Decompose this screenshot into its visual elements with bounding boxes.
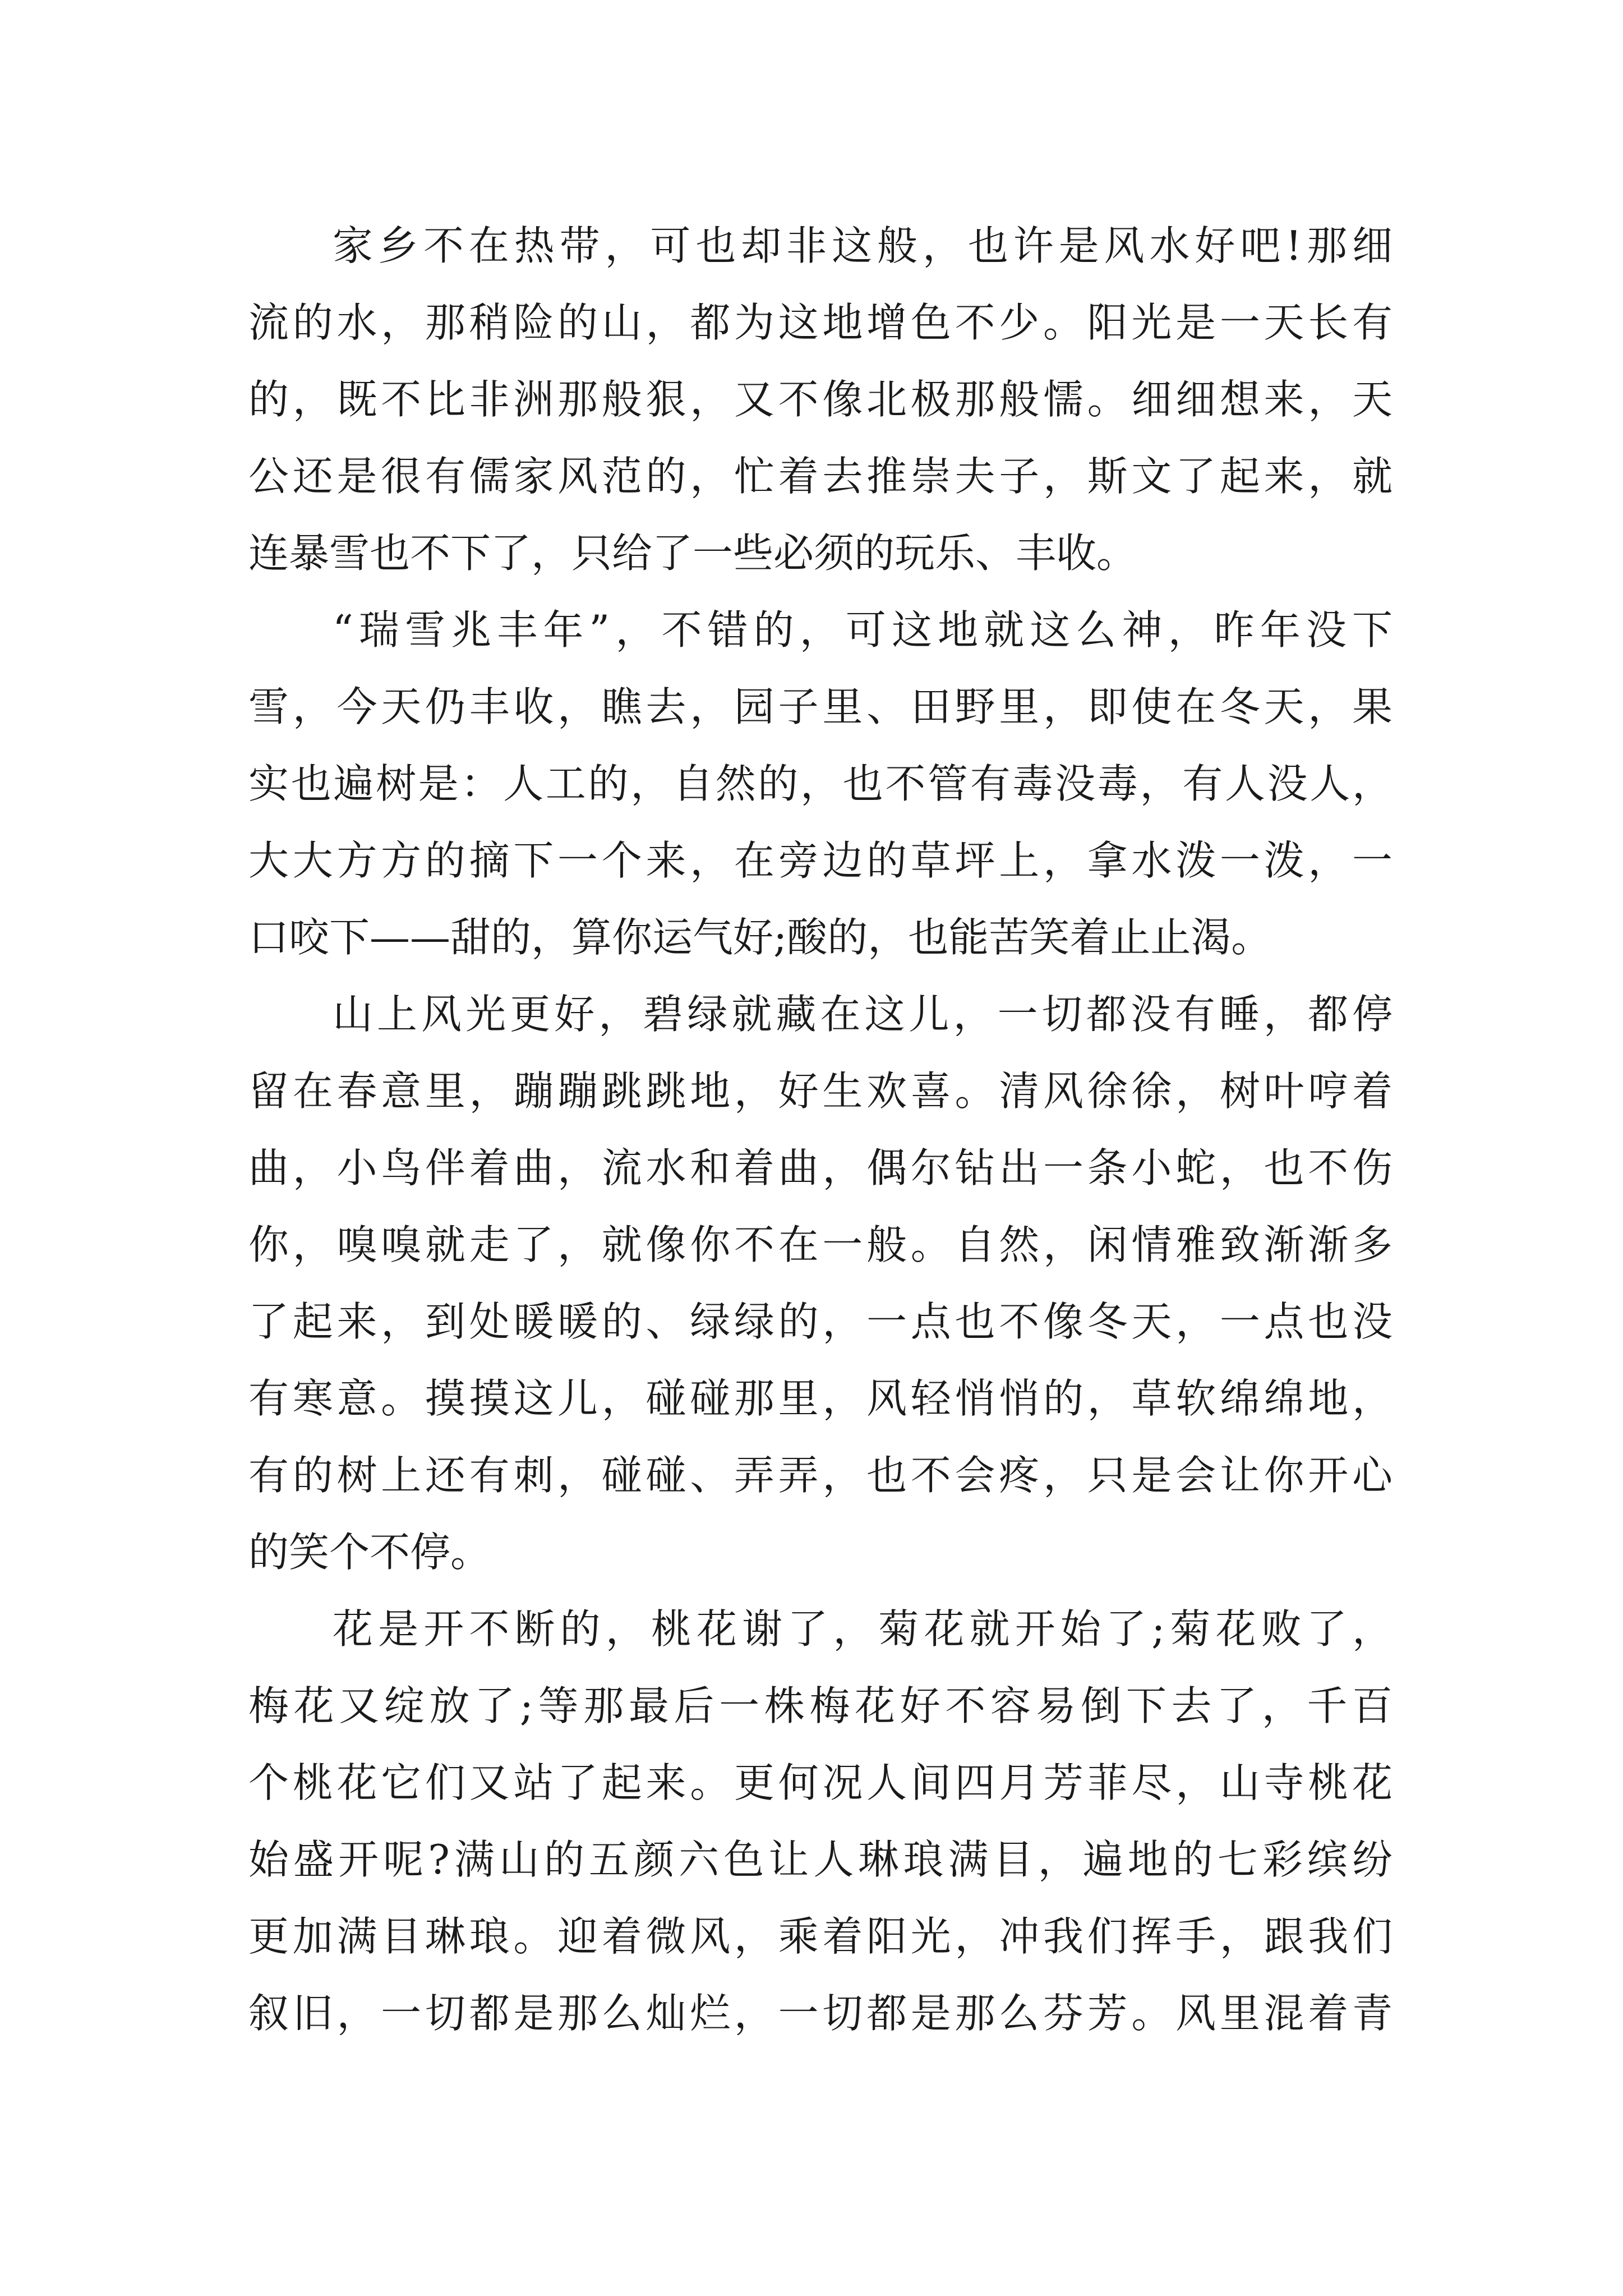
document-body	[248, 208, 1393, 2052]
paragraph-line: 流的水，那稍险的山，都为这地增色不少。阳光是一天长有	[248, 299, 1393, 346]
paragraph-line: 连暴雪也不下了，只给了一些必须的玩乐、丰收。	[248, 530, 1137, 577]
paragraph-4	[248, 1591, 1393, 2052]
paragraph-line: 叙旧，一切都是那么灿烂，一切都是那么芬芳。风里混着青	[248, 1990, 1393, 2037]
paragraph-line: 口咬下——甜的，算你运气好;酸的，也能苦笑着止止渴。	[248, 914, 1272, 961]
paragraph-line: 大大方方的摘下一个来，在旁边的草坪上，拿水泼一泼，一	[248, 837, 1393, 884]
paragraph-line: 始盛开呢?满山的五颜六色让人琳琅满目，遍地的七彩缤纷	[248, 1836, 1393, 1883]
paragraph-line: 公还是很有儒家风范的，忙着去推崇夫子，斯文了起来，就	[248, 453, 1393, 500]
paragraph-line: 你，嗅嗅就走了，就像你不在一般。自然，闲情雅致渐渐多	[248, 1221, 1393, 1268]
paragraph-line: 家乡不在热带，可也却非这般，也许是风水好吧!那细	[333, 222, 1393, 269]
paragraph-3	[248, 976, 1393, 1591]
paragraph-line: 更加满目琳琅。迎着微风，乘着阳光，冲我们挥手，跟我们	[248, 1913, 1393, 1960]
paragraph-1	[248, 208, 1393, 592]
paragraph-line: 曲，小鸟伴着曲，流水和着曲，偶尔钻出一条小蛇，也不伤	[248, 1144, 1393, 1191]
paragraph-line: 实也遍树是：人工的，自然的，也不管有毒没毒，有人没人，	[248, 760, 1393, 807]
paragraph-line: 了起来，到处暖暖的、绿绿的，一点也不像冬天，一点也没	[248, 1298, 1393, 1345]
paragraph-line: 梅花又绽放了;等那最后一株梅花好不容易倒下去了，千百	[248, 1682, 1393, 1729]
paragraph-line: 的，既不比非洲那般狠，又不像北极那般懦。细细想来，天	[248, 376, 1393, 423]
paragraph-line: 有的树上还有刺，碰碰、弄弄，也不会疼，只是会让你开心	[248, 1452, 1393, 1499]
paragraph-line: “瑞雪兆丰年”，不错的，可这地就这么神，昨年没下	[333, 606, 1393, 654]
paragraph-line: 的笑个不停。	[248, 1529, 491, 1576]
paragraph-line: 留在春意里，蹦蹦跳跳地，好生欢喜。清风徐徐，树叶哼着	[248, 1068, 1393, 1115]
paragraph-line: 有寒意。摸摸这儿，碰碰那里，风轻悄悄的，草软绵绵地，	[248, 1375, 1393, 1422]
paragraph-line: 花是开不断的，桃花谢了，菊花就开始了;菊花败了，	[333, 1605, 1393, 1653]
paragraph-line: 个桃花它们又站了起来。更何况人间四月芳菲尽，山寺桃花	[248, 1759, 1393, 1806]
paragraph-2	[248, 592, 1393, 976]
paragraph-line: 雪，今天仍丰收，瞧去，园子里、田野里，即使在冬天，果	[248, 683, 1393, 730]
paragraph-line: 山上风光更好，碧绿就藏在这儿，一切都没有睡，都停	[333, 991, 1393, 1038]
